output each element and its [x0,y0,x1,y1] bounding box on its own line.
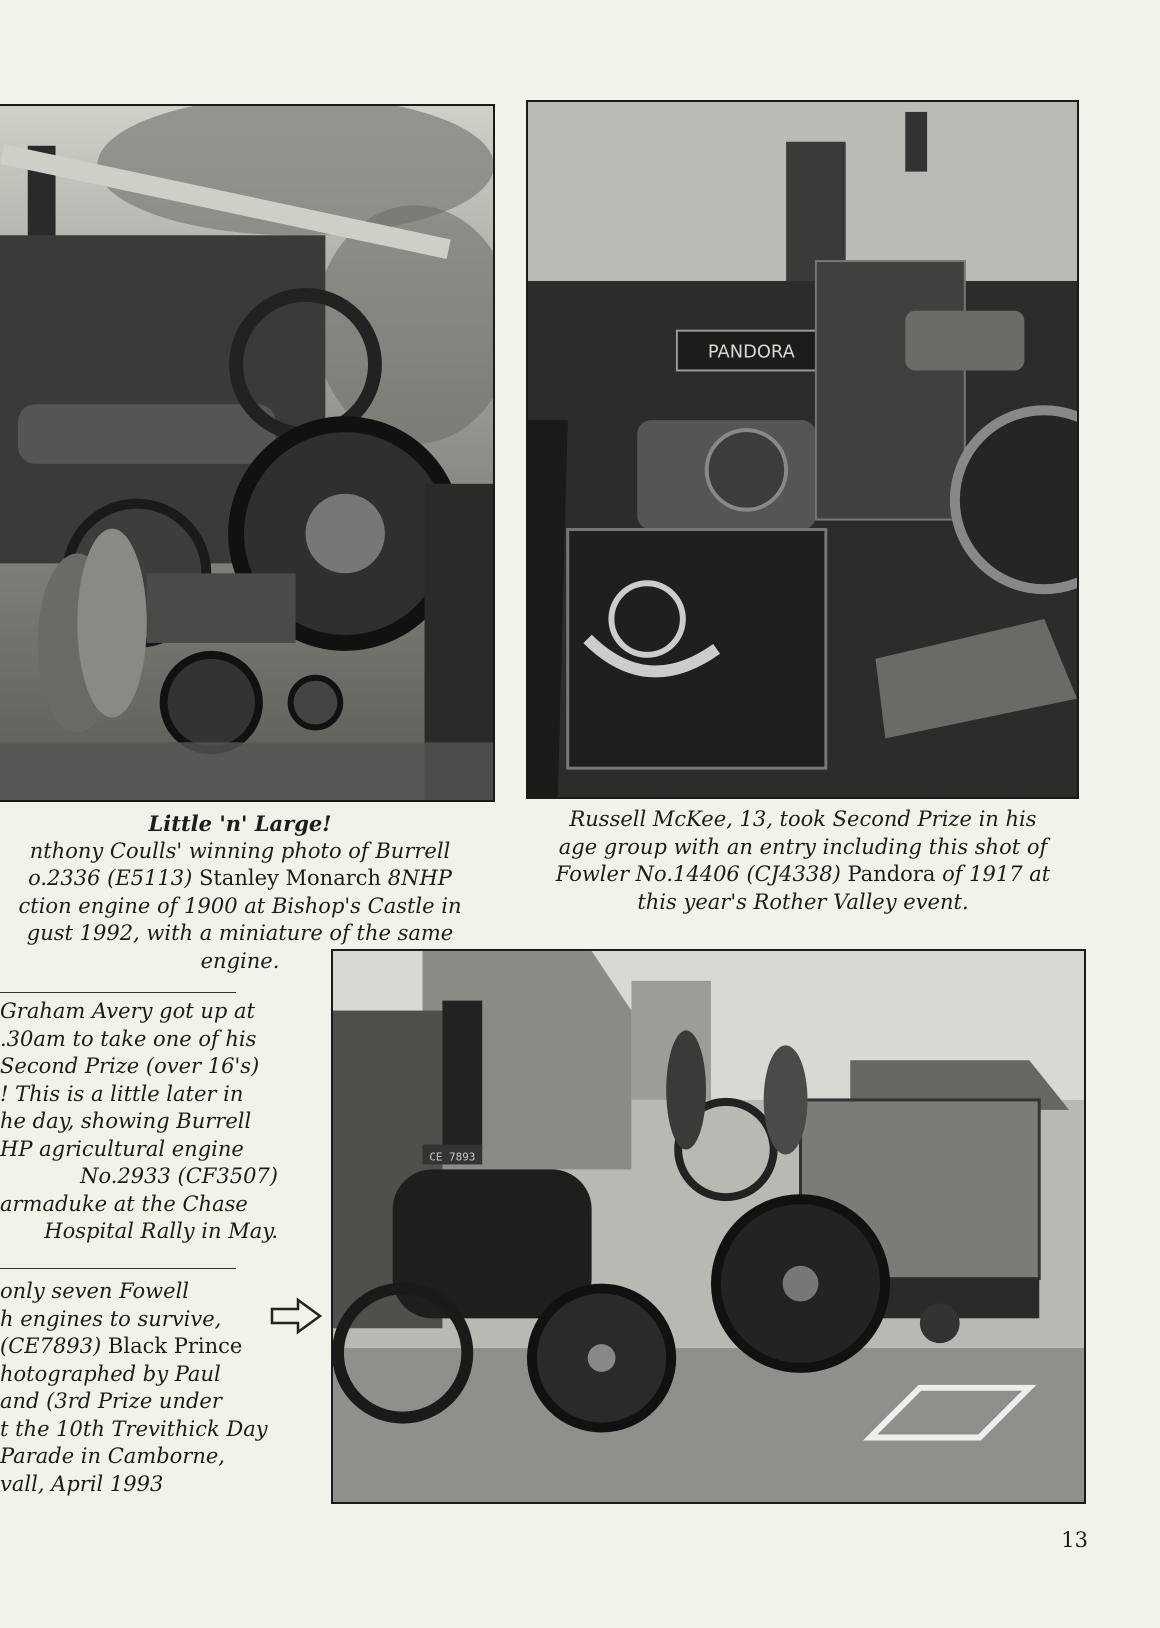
page-number: 13 [1061,1528,1088,1552]
caption-line: hotographed by Paul [0,1361,221,1386]
caption-line: Fowler No.14406 (CJ4338) Pandora of 1917 at [555,862,1051,886]
black-prince-numberplate: CE 7893 [429,1150,476,1164]
divider-rule [0,992,236,993]
caption-line: t the 10th Trevithick Day [0,1416,268,1441]
caption-line: HP agricultural engine [0,1136,244,1161]
caption-line: this year's Rother Valley event. [637,889,969,914]
caption-line: engine. [200,948,280,973]
caption-line: age group with an entry including this shot of [558,834,1048,859]
caption-line: Graham Avery got up at [0,999,255,1023]
caption-line: Hospital Rally in May. [44,1219,278,1243]
caption-line: h engines to survive, [0,1306,222,1331]
photo-fowler-pandora [526,100,1079,799]
caption-line: Russell McKee, 13, took Second Prize in his [569,807,1037,831]
caption-russell-mckee [520,806,1086,916]
caption-line: nthony Coulls' winning photo of Burrell [29,838,451,863]
caption-line: only seven Fowell [0,1279,190,1303]
arrow-right-icon [268,1296,324,1336]
caption-line: o.2336 (E5113) Stanley Monarch 8NHP [28,866,452,890]
caption-line: Parade in Camborne, [0,1444,225,1468]
caption-line: and (3rd Prize under [0,1389,222,1413]
caption-line: ction engine of 1900 at Bishop's Castle in [18,893,462,918]
pandora-nameplate: PANDORA [707,341,795,363]
caption-line: ! This is a little later in [0,1081,244,1106]
caption-line: (CE7893) Black Prince [0,1334,243,1358]
caption-line: .30am to take one of his [0,1026,257,1051]
divider-rule [0,1268,236,1269]
caption-line: No.2933 (CF3507) [80,1164,278,1188]
caption-line: Second Prize (over 16's) [0,1054,260,1078]
caption-line: armaduke at the Chase [0,1191,248,1216]
caption-fowell-black-prince [0,1278,305,1498]
caption-title: Little 'n' Large! [148,811,332,836]
caption-line: he day, showing Burrell [0,1109,252,1133]
caption-line: vall, April 1993 [0,1471,164,1496]
caption-little-n-large [0,810,480,975]
photo-burrell-stanley-monarch [0,104,495,802]
photo-fowell-black-prince [331,949,1086,1504]
caption-graham-avery [0,998,278,1246]
caption-line: gust 1992, with a miniature of the same [26,921,454,945]
